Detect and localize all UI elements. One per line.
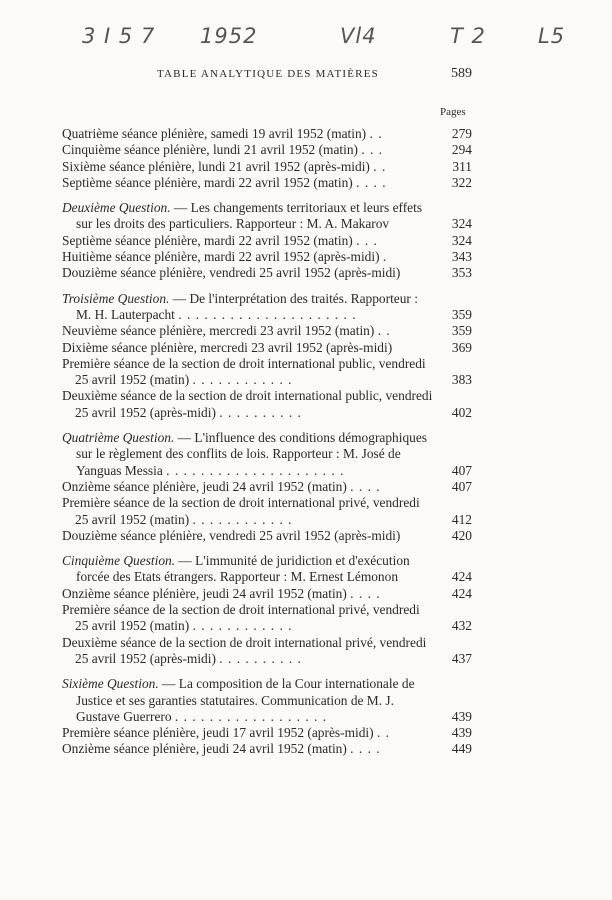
session-entry[interactable] — [62, 495, 472, 528]
session-entry[interactable] — [62, 159, 472, 175]
page-ref: 407 — [451, 462, 472, 478]
toc-section — [62, 200, 472, 281]
leader-dots: . . . . . . . . . . — [219, 404, 302, 420]
session-entry[interactable] — [62, 249, 472, 265]
question-entry[interactable] — [62, 200, 472, 233]
page-number: 589 — [451, 66, 472, 81]
session-entry[interactable] — [62, 142, 472, 158]
page-header — [62, 64, 472, 88]
leader-dots: . . — [376, 725, 390, 741]
question-name: Troisième Question. — [62, 290, 170, 306]
leader-dots: . . . . . . . . . . . . . . . . . . . . . — [178, 306, 357, 322]
session-text: Dixième séance plénière, mercredi 23 avril 1952 (après-midi) — [62, 339, 393, 355]
page-ref: 439 — [451, 725, 472, 741]
leader-dots: . . . . . . . . . . . . . . . . . . — [174, 708, 328, 724]
session-entry[interactable] — [62, 323, 472, 339]
page-ref: 324 — [451, 216, 472, 232]
session-text: Neuvième séance plénière, mercredi 23 avril 1952 (matin) — [62, 323, 375, 339]
session-text: Onzième séance plénière, jeudi 24 avril 1952 (matin) — [62, 741, 347, 757]
toc-section — [62, 553, 472, 667]
leader-dots: . . — [373, 158, 387, 174]
leader-dots: . . . . . . . . . . . . . . . . . . . . . — [166, 462, 345, 478]
session-entry[interactable] — [62, 340, 472, 356]
leader-dots: . . . . . . . . . . — [219, 650, 302, 666]
question-text: — La composition de la Cour internationale de Justice et ses garanties statutaires. Communication de M. J. Gustave Guerrero — [76, 676, 415, 724]
page-ref: 343 — [451, 249, 472, 265]
question-name: Deuxième Question. — [62, 200, 171, 216]
session-text: Septième séance plénière, mardi 22 avril 1952 (matin) — [62, 174, 353, 190]
page-ref: 437 — [451, 650, 472, 666]
page-ref: 383 — [451, 372, 472, 388]
session-entry[interactable] — [62, 725, 472, 741]
page-ref: 279 — [451, 126, 472, 141]
session-text: Deuxième séance de la section de droit international public, vendredi 25 avril 1952 (après-midi) — [62, 388, 433, 420]
page-title: TABLE ANALYTIQUE DES MATIÈRES — [157, 68, 379, 80]
page-ref: 424 — [451, 585, 472, 601]
toc-section — [62, 430, 472, 544]
toc-section — [62, 126, 472, 191]
session-entry[interactable] — [62, 233, 472, 249]
handwritten-mark-3: Vl4 — [340, 24, 377, 48]
leader-dots: . . . . — [356, 174, 387, 190]
session-text: Onzième séance plénière, jeudi 24 avril 1952 (matin) — [62, 478, 347, 494]
session-text: Cinquième séance plénière, lundi 21 avril 1952 (matin) — [62, 142, 358, 158]
question-text: — De l'interprétation des traités. Rapporteur : M. H. Lauterpacht — [76, 290, 418, 322]
page-ref: 324 — [451, 232, 472, 248]
session-entry[interactable] — [62, 265, 472, 281]
leader-dots: . . . . — [350, 741, 381, 757]
session-entry[interactable] — [62, 479, 472, 495]
leader-dots: . . — [377, 323, 391, 339]
page-ref: 294 — [451, 142, 472, 158]
session-text: Douzième séance plénière, vendredi 25 avril 1952 (après-midi) — [62, 527, 401, 543]
session-text: Septième séance plénière, mardi 22 avril 1952 (matin) — [62, 232, 353, 248]
page-ref: 359 — [451, 323, 472, 339]
session-text: Première séance plénière, jeudi 17 avril 1952 (après-midi) — [62, 725, 374, 741]
page-ref: 311 — [452, 158, 472, 174]
session-text: Première séance de la section de droit international public, vendredi 25 avril 1952 (matin) — [62, 355, 426, 388]
page-ref: 369 — [451, 339, 472, 355]
session-text: Douzième séance plénière, vendredi 25 avril 1952 (après-midi) — [62, 265, 401, 281]
pages-column-label: Pages — [440, 106, 466, 118]
page-ref: 432 — [451, 618, 472, 634]
question-text: — L'influence des conditions démographiques sur le règlement des conflits de lois. Rapporteur : M. José de Yanguas Messia — [76, 430, 428, 478]
handwritten-annotation — [72, 14, 592, 54]
handwritten-mark-1: 3 I 5 7 — [82, 24, 156, 48]
page-ref: 439 — [451, 708, 472, 724]
question-entry[interactable] — [62, 291, 472, 324]
table-of-contents — [62, 126, 472, 767]
leader-dots: . — [382, 249, 388, 265]
page-ref: 407 — [451, 478, 472, 494]
session-text: Huitième séance plénière, mardi 22 avril 1952 (après-midi) — [62, 249, 380, 265]
session-text: Deuxième séance de la section de droit international privé, vendredi 25 avril 1952 (après-midi) — [62, 634, 427, 666]
leader-dots: . . . — [356, 232, 378, 248]
handwritten-mark-2: 1952 — [200, 24, 258, 48]
question-name: Quatrième Question. — [62, 430, 175, 446]
leader-dots: . . . . . . . . . . . . — [192, 372, 293, 388]
session-entry[interactable] — [62, 388, 472, 421]
page-ref: 359 — [451, 306, 472, 322]
toc-section — [62, 291, 472, 421]
session-text: Quatrième séance plénière, samedi 19 avril 1952 (matin) — [62, 126, 367, 141]
session-entry[interactable] — [62, 528, 472, 544]
session-entry[interactable] — [62, 741, 472, 757]
session-entry[interactable] — [62, 356, 472, 389]
page-ref: 412 — [451, 511, 472, 527]
session-text: Sixième séance plénière, lundi 21 avril 1952 (après-midi) — [62, 158, 370, 174]
page-ref: 449 — [451, 741, 472, 757]
page-ref: 353 — [451, 265, 472, 281]
toc-section — [62, 676, 472, 757]
question-name: Sixième Question. — [62, 676, 159, 692]
session-entry[interactable] — [62, 126, 472, 142]
question-text: — Les changements territoriaux et leurs effets sur les droits des particuliers. Rapporteur : M. A. Makarov — [76, 200, 423, 232]
session-entry[interactable] — [62, 635, 472, 668]
question-entry[interactable] — [62, 430, 472, 479]
question-text: — L'immunité de juridiction et d'exécution forcée des Etats étrangers. Rapporteur : M. Ernest Lémonon — [76, 553, 410, 585]
session-entry[interactable] — [62, 586, 472, 602]
page-ref: 424 — [451, 569, 472, 585]
question-entry[interactable] — [62, 553, 472, 586]
question-entry[interactable] — [62, 676, 472, 725]
question-name: Cinquième Question. — [62, 553, 176, 569]
leader-dots: . . — [369, 126, 383, 141]
page-ref: 420 — [451, 527, 472, 543]
leader-dots: . . . . . . . . . . . . — [192, 511, 293, 527]
leader-dots: . . . . — [350, 585, 381, 601]
page-ref: 402 — [451, 404, 472, 420]
leader-dots: . . . — [361, 142, 384, 158]
leader-dots: . . . . . . . . . . . . — [192, 618, 293, 634]
session-text: Onzième séance plénière, jeudi 24 avril 1952 (matin) — [62, 585, 347, 601]
session-text: Première séance de la section de droit international privé, vendredi 25 avril 1952 (matin) — [62, 495, 420, 527]
leader-dots: . . . . — [350, 478, 381, 494]
handwritten-mark-5: L5 — [538, 24, 566, 48]
session-entry[interactable] — [62, 175, 472, 191]
page-ref: 322 — [451, 174, 472, 190]
handwritten-mark-4: T 2 — [450, 24, 486, 48]
session-entry[interactable] — [62, 602, 472, 635]
session-text: Première séance de la section de droit international privé, vendredi 25 avril 1952 (matin) — [62, 602, 420, 634]
